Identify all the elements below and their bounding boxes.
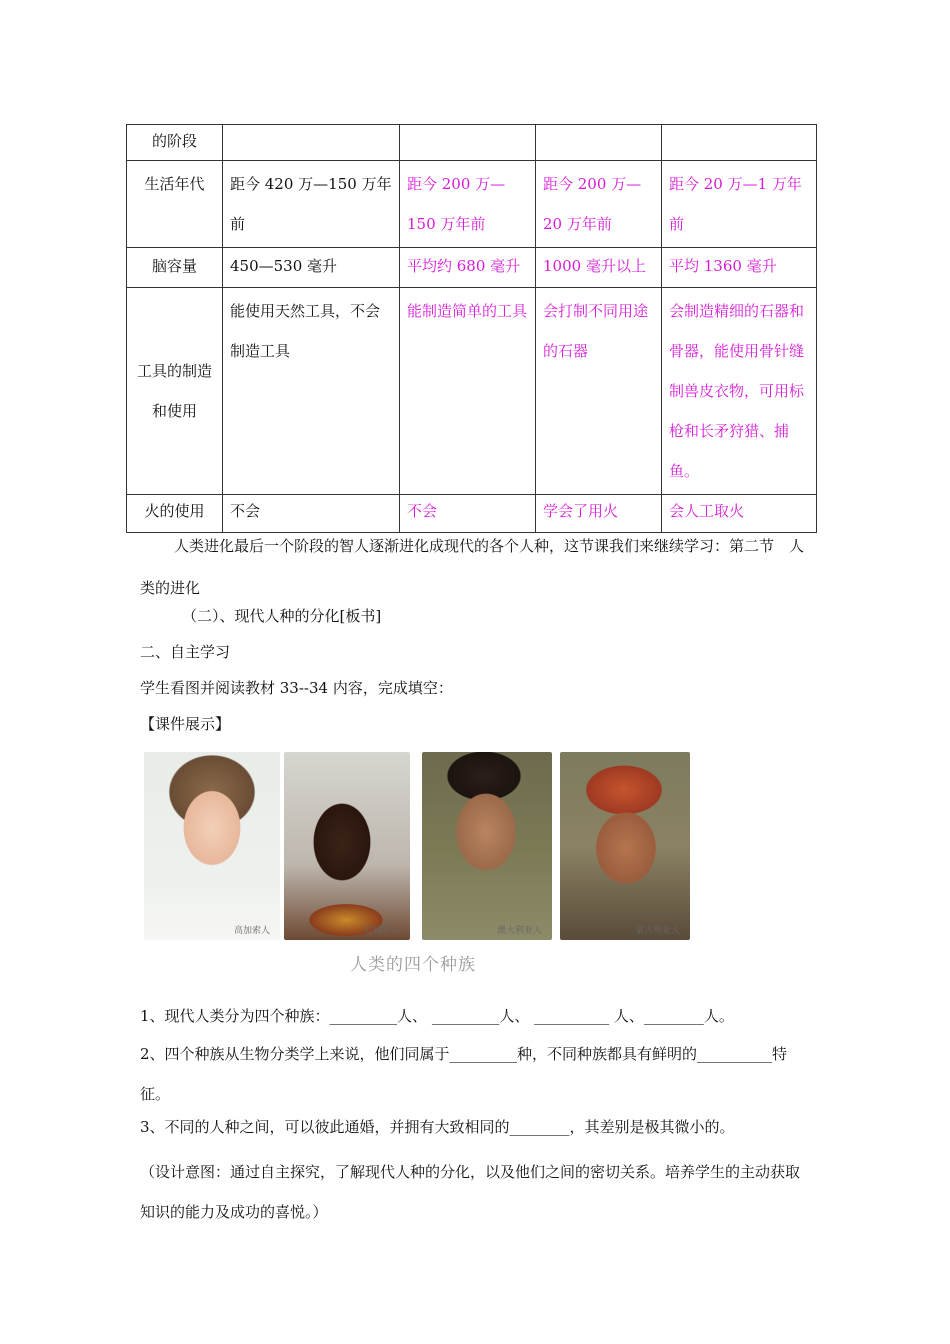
table-cell: 距今 420 万—150 万年前 [223,161,400,248]
row-head: 生活年代 [127,161,223,248]
table-cell: 距今 200 万—20 万年前 [536,161,662,248]
table-cell: 距今 200 万—150 万年前 [400,161,536,248]
table-cell: 平均 1360 毫升 [662,248,817,288]
table-cell [536,125,662,161]
table-row [127,248,817,288]
photos-title: 人类的四个种族 [350,955,476,975]
table-row [127,288,817,495]
showcase-label: 【课件展示】 [140,715,231,733]
row-head: 工具的制造和使用 [127,288,223,495]
table-cell: 不会 [400,495,536,533]
photo-caption: 澳大利亚人 [496,926,542,936]
table-cell: 会制造精细的石器和骨器，能使用骨针缝制兽皮衣物，可用标枪和长矛狩猎、捕鱼。 [662,288,817,495]
photo-caption: 蒙古利亚人 [634,926,680,936]
table-cell: 能使用天然工具，不会制造工具 [223,288,400,495]
table-cell: 450—530 毫升 [223,248,400,288]
australoid-portrait [422,752,552,940]
table-cell [662,125,817,161]
table-cell: 平均约 680 毫升 [400,248,536,288]
mongoloid-portrait [560,752,690,940]
question-1: 1、现代人类分为四个种族：_________人、 _________人、 __________ 人、________人。 [140,1007,734,1025]
race-photos [142,752,702,980]
table-cell: 学会了用火 [536,495,662,533]
section-subtitle: （二）、现代人种的分化[板书] [182,607,382,625]
table-cell: 会人工取火 [662,495,817,533]
instruction-text: 学生看图并阅读教材 33--34 内容，完成填空： [140,679,453,697]
table-cell: 距今 20 万—1 万年前 [662,161,817,248]
section-heading: 二、自主学习 [140,643,231,661]
table-cell: 1000 毫升以上 [536,248,662,288]
intro-paragraph: 人类进化最后一个阶段的智人逐渐进化成现代的各个人种，这节课我们来继续学习：第二节 人类的进化 [140,537,805,597]
design-intent: （设计意图：通过自主探究，了解现代人种的分化，以及他们之间的密切关系。培养学生的主动获取知识的能力及成功的喜悦。） [140,1163,801,1221]
table-cell: 会打制不同用途的石器 [536,288,662,495]
row-head: 脑容量 [127,248,223,288]
photo-caption: 尼格罗人 [363,926,400,936]
caucasian-portrait [144,752,280,940]
table-cell [400,125,536,161]
question-2: 2、四个种族从生物分类学上来说，他们同属于_________种，不同种族都具有鲜明的__________特征。 [140,1045,788,1103]
evolution-table [126,124,817,533]
table-cell: 不会 [223,495,400,533]
row-head: 火的使用 [127,495,223,533]
table-cell: 能制造简单的工具 [400,288,536,495]
table-cell [223,125,400,161]
negroid-portrait [284,752,410,940]
table-row [127,161,817,248]
row-head: 的阶段 [127,125,223,161]
photo-caption: 高加索人 [233,926,270,936]
table-row [127,125,817,161]
question-3: 3、不同的人种之间，可以彼此通婚，并拥有大致相同的________，其差别是极其微小的。 [140,1118,735,1136]
